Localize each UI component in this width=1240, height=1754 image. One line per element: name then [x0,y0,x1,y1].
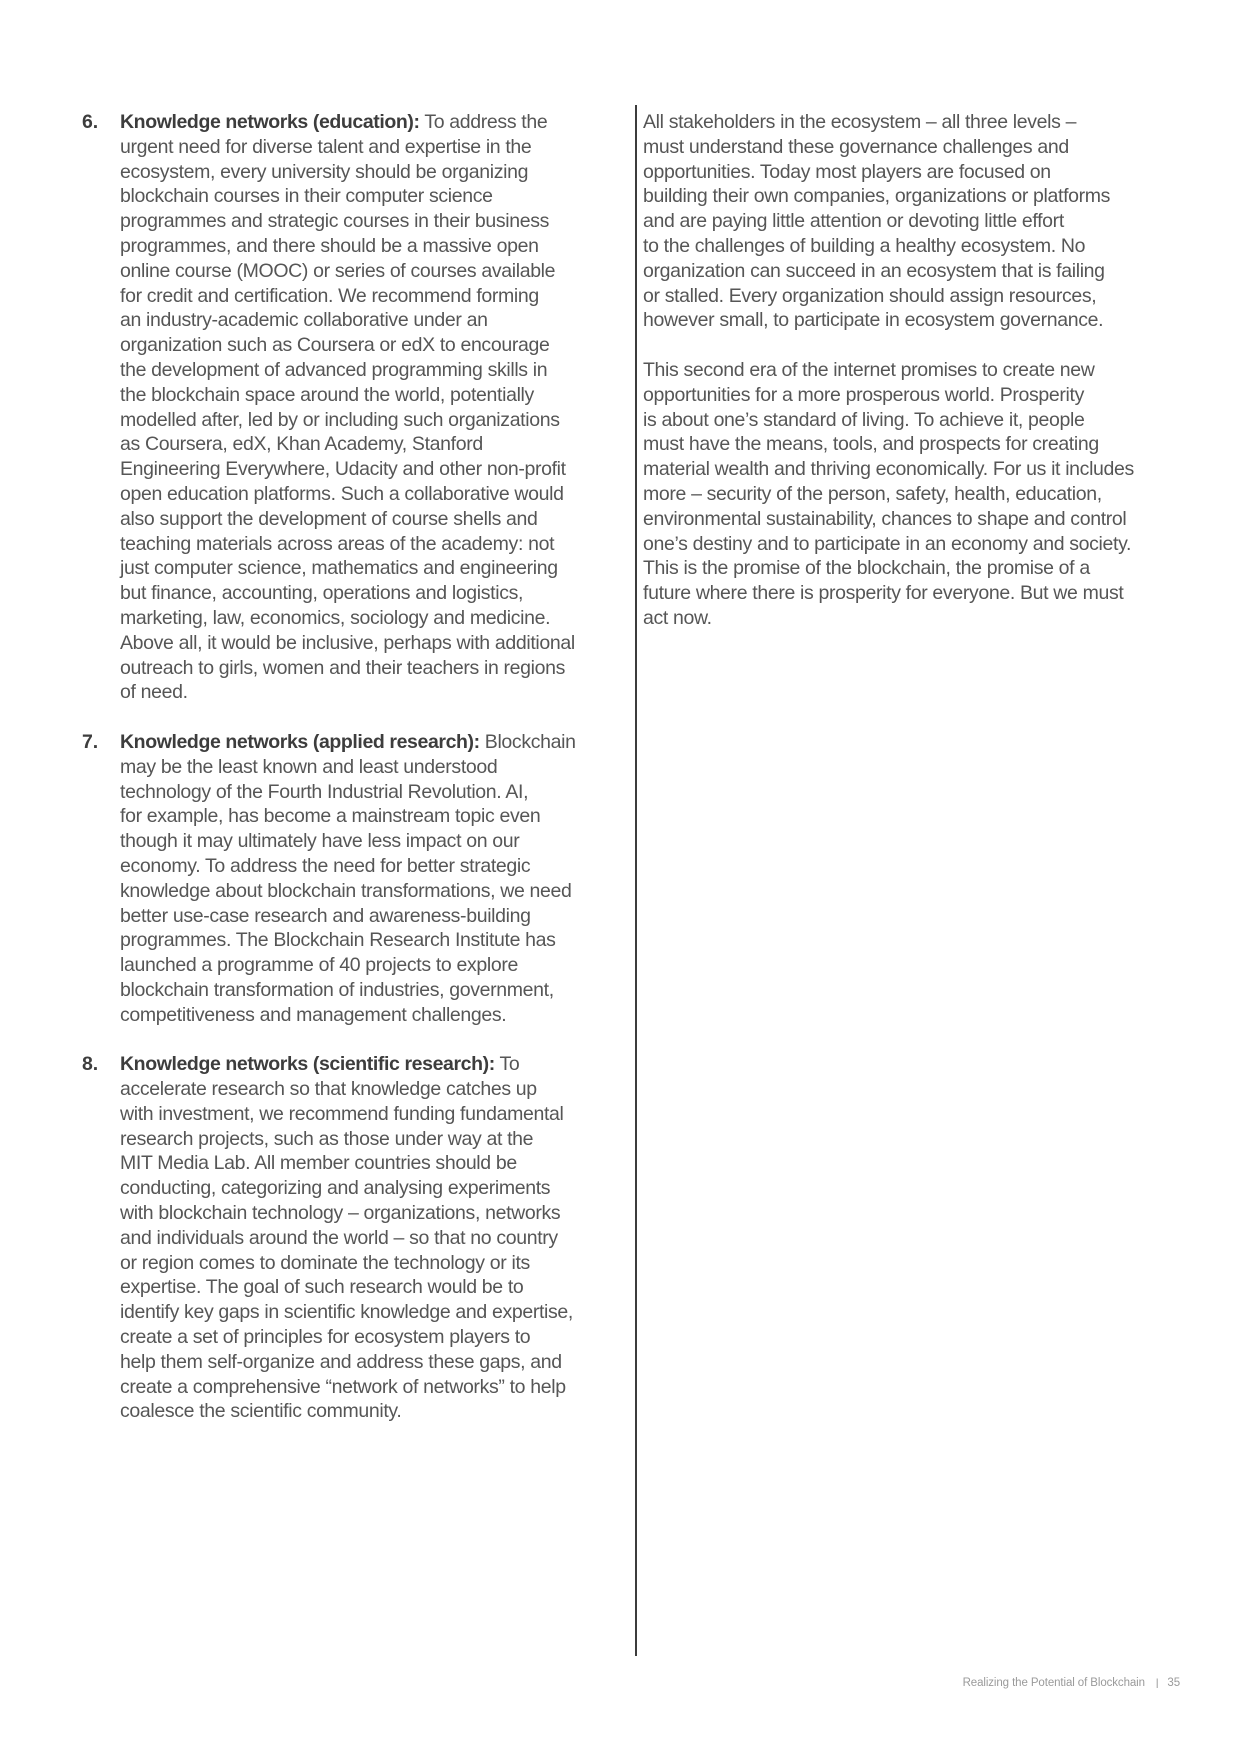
text-line: and are paying little attention or devoting little effort [643,210,1064,233]
text-line: All stakeholders in the ecosystem – all three levels – [643,111,1077,133]
list-item-8 [82,1052,622,1424]
text-line: future where there is prosperity for everyone. But we must [643,582,1124,605]
text-line: MIT Media Lab. All member countries should be [120,1152,517,1175]
text-line: organization can succeed in an ecosystem that is failing [643,259,1105,282]
paragraph-governance [643,110,1203,333]
text-line: one’s destiny and to participate in an economy and society. [643,532,1132,555]
text-line: and individuals around the world – so that no country [120,1226,558,1249]
text-line: competitiveness and management challenges. [120,1003,507,1026]
item-first-line [120,1052,622,1077]
page-number: 35 [1167,1677,1180,1689]
item-first-line-text: To address the [419,111,548,133]
text-line: outreach to girls, women and their teachers in regions [120,656,566,679]
text-line: as Coursera, edX, Khan Academy, Stanford [120,433,483,456]
text-line: accelerate research so that knowledge catches up [120,1078,537,1101]
text-line: but finance, accounting, operations and logistics, [120,582,524,605]
text-line: material wealth and thriving economically. For us it includes [643,458,1134,481]
text-line: building their own companies, organizations or platforms [643,185,1111,208]
text-line: technology of the Fourth Industrial Revolution. AI, [120,780,529,803]
text-line: programmes. The Blockchain Research Institute has [120,929,556,952]
text-line: environmental sustainability, chances to shape and control [643,507,1127,530]
text-line: expertise. The goal of such research would be to [120,1276,524,1299]
text-line: is about one’s standard of living. To achieve it, people [643,408,1085,431]
text-line: coalesce the scientific community. [120,1400,402,1423]
text-line: blockchain courses in their computer science [120,185,493,208]
text-line: also support the development of course shells and [120,507,538,530]
text-line: economy. To address the need for better strategic [120,854,531,877]
right-column [643,110,1203,656]
item-number: 7. [82,730,99,753]
text-line: ecosystem, every university should be organizing [120,160,529,183]
left-column [82,110,622,1449]
text-line: create a set of principles for ecosystem players to [120,1326,531,1349]
text-line: opportunities. Today most players are focused on [643,160,1051,183]
text-line: open education platforms. Such a collaborative would [120,482,564,505]
text-line: with investment, we recommend funding fundamental [120,1102,564,1125]
item-title: Knowledge networks (applied research): [120,730,480,753]
text-line: programmes and strategic courses in their business [120,210,550,233]
text-line: must have the means, tools, and prospects for creating [643,433,1099,456]
text-line: research projects, such as those under way at the [120,1127,534,1150]
text-line: launched a programme of 40 projects to explore [120,954,518,977]
text-line: act now. [643,606,712,629]
text-line: create a comprehensive “network of networks” to help [120,1375,566,1398]
text-line: teaching materials across areas of the academy: not [120,532,555,555]
text-line: for credit and certification. We recommend forming [120,284,539,307]
text-line: conducting, categorizing and analysing experiments [120,1177,551,1200]
text-line: urgent need for diverse talent and expertise in the [120,135,532,158]
text-line: the blockchain space around the world, potentially [120,383,534,406]
text-line: or region comes to dominate the technology or its [120,1251,530,1274]
text-line: to the challenges of building a healthy ecosystem. No [643,234,1086,257]
list-item-7 [82,730,622,1028]
text-line: or stalled. Every organization should assign resources, [643,284,1097,307]
text-line: organization such as Coursera or edX to encourage [120,334,550,357]
item-first-line-text: To [494,1053,520,1076]
footer-separator: | [1155,1678,1159,1689]
item-first-line-text: Blockchain [479,730,576,753]
text-line: Engineering Everywhere, Udacity and other non-profit [120,458,566,481]
text-line: Above all, it would be inclusive, perhaps with additional [120,631,575,654]
item-title: Knowledge networks (scientific research): [120,1053,495,1076]
list-item-6 [82,110,622,705]
text-line: help them self-organize and address these gaps, and [120,1350,562,1373]
text-line: opportunities for a more prosperous world. Prosperity [643,383,1084,406]
text-line: of need. [120,681,188,704]
item-number: 8. [82,1053,99,1076]
text-line: more – security of the person, safety, health, education, [643,482,1102,505]
text-line: blockchain transformation of industries, government, [120,978,554,1001]
text-line: may be the least known and least understood [120,755,498,778]
text-line: however small, to participate in ecosystem governance. [643,309,1104,332]
footer-title: Realizing the Potential of Blockchain [962,1677,1145,1689]
text-line: This second era of the internet promises to create new [643,358,1095,381]
text-line: just computer science, mathematics and engineering [120,557,558,580]
text-line: for example, has become a mainstream topic even [120,805,541,828]
text-line: programmes, and there should be a massive open [120,234,539,257]
text-line: knowledge about blockchain transformations, we need [120,879,572,902]
text-line: modelled after, led by or including such organizations [120,408,560,431]
text-line: This is the promise of the blockchain, the promise of a [643,557,1090,580]
text-line: marketing, law, economics, sociology and medicine. [120,606,551,629]
text-line: though it may ultimately have less impact on our [120,830,520,853]
text-line: must understand these governance challenges and [643,135,1069,158]
item-first-line [120,110,622,135]
paragraph-prosperity [643,358,1203,631]
text-line: an industry-academic collaborative under an [120,309,488,332]
text-line: better use-case research and awareness-building [120,904,531,927]
item-title: Knowledge networks (education): [120,111,420,133]
text-line: online course (MOOC) or series of courses available [120,259,556,282]
column-divider [635,105,637,1656]
text-line: the development of advanced programming skills in [120,358,548,381]
item-number: 6. [82,111,99,133]
page-footer [963,1677,1180,1689]
text-line: identify key gaps in scientific knowledge and expertise, [120,1301,573,1324]
text-line: with blockchain technology – organizations, networks [120,1202,561,1225]
item-first-line [120,730,622,755]
